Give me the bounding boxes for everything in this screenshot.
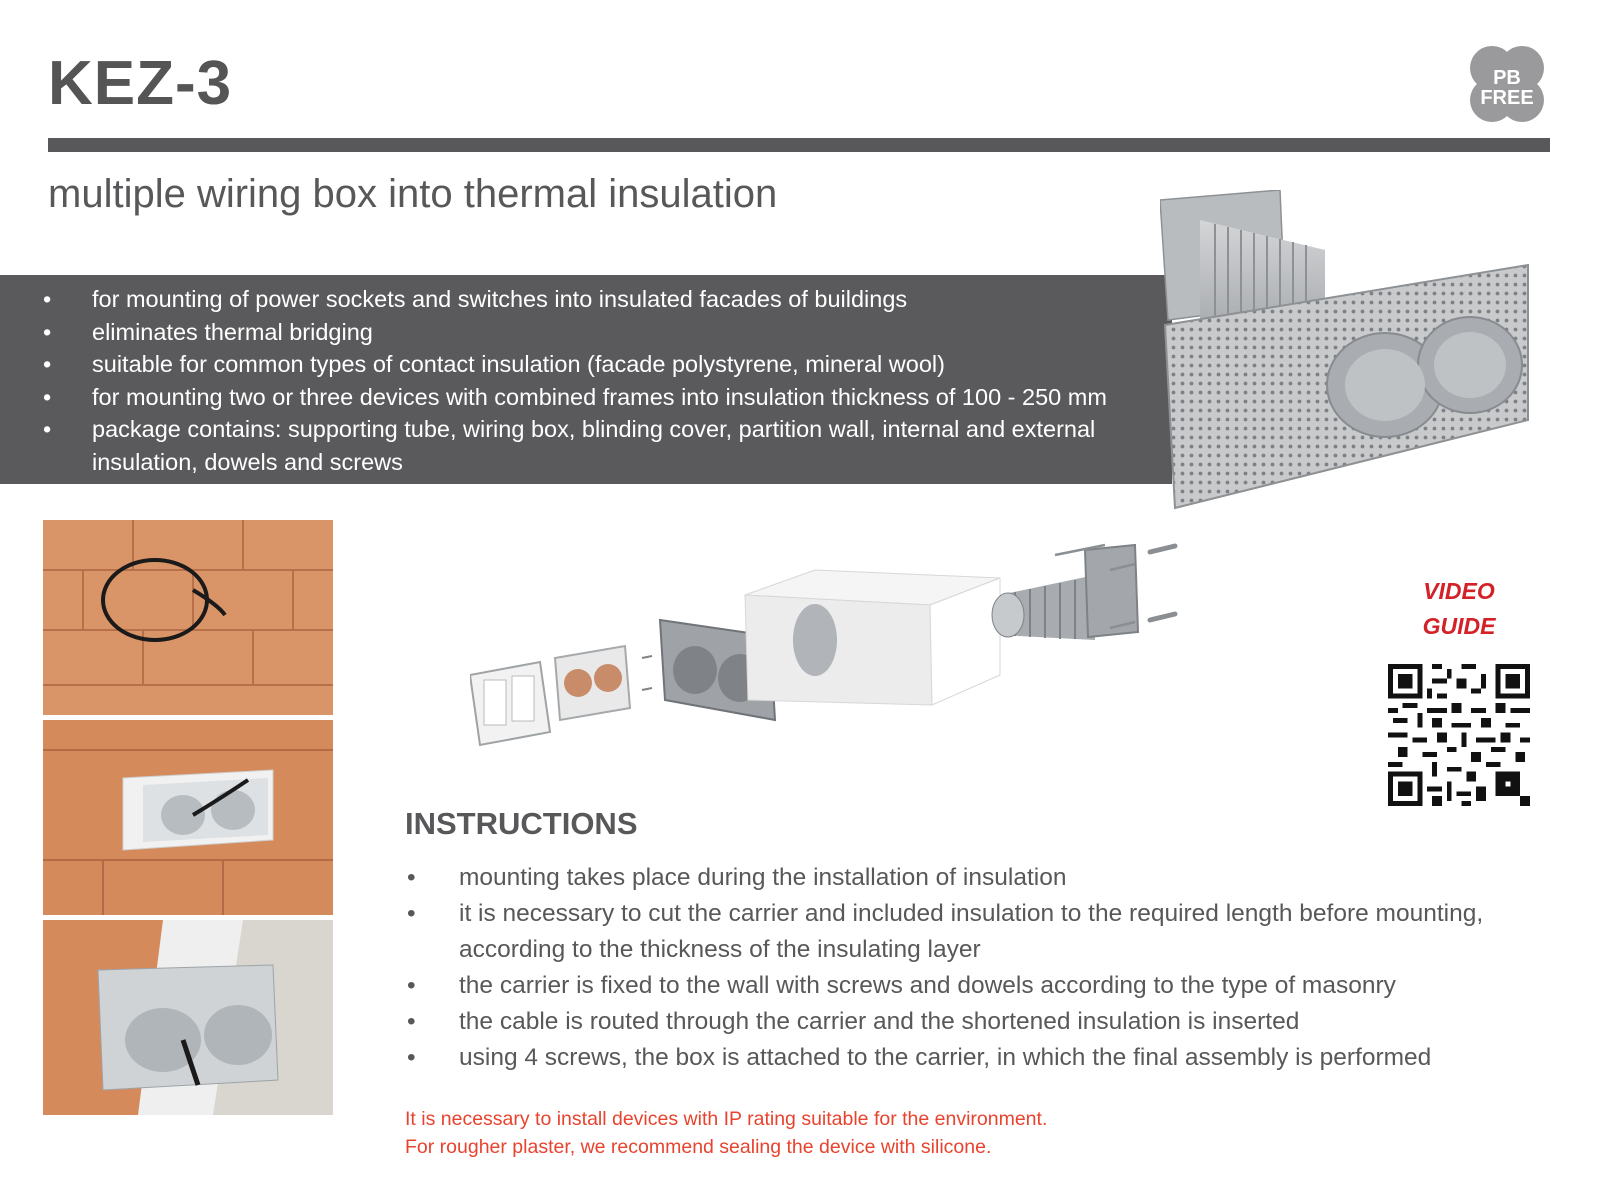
instruction-text: mounting takes place during the installation of insulation: [459, 864, 1067, 891]
feature-band: [0, 275, 1172, 484]
page-title: KEZ-3: [48, 49, 233, 118]
badge-line2: FREE: [1480, 87, 1534, 109]
exploded-assembly-image: [470, 540, 1210, 760]
instruction-item: • using 4 screws, the box is attached to the carrier, in which the final assembly is performed: [407, 1044, 1432, 1071]
feature-item: • eliminates thermal bridging: [43, 318, 373, 345]
page-subtitle: multiple wiring box into thermal insulation: [48, 172, 778, 216]
video-guide-label: [1388, 574, 1530, 644]
instructions-list: [405, 860, 1565, 1076]
feature-list: [0, 275, 1172, 479]
photo-box-insulated: [43, 920, 333, 1115]
pb-free-badge: [1466, 44, 1548, 126]
instructions-heading: INSTRUCTIONS: [405, 806, 638, 841]
header-divider: [48, 138, 1550, 152]
badge-line1: PB: [1493, 67, 1521, 89]
feature-text: for mounting two or three devices with combined frames into insulation thickness of 100 - 250 mm: [92, 383, 1107, 410]
feature-item: • for mounting two or three devices with combined frames into insulation thickness of 100 - 250 mm: [43, 383, 1107, 410]
note-line1: It is necessary to install devices with IP rating suitable for the environment.: [405, 1108, 1048, 1130]
product-image: [1160, 190, 1570, 520]
feature-text: eliminates thermal bridging: [92, 318, 373, 345]
note-line2: For rougher plaster, we recommend sealing the device with silicone.: [405, 1136, 992, 1158]
warning-note: [405, 1105, 1047, 1161]
video-line2: GUIDE: [1422, 613, 1496, 639]
qr-code-icon[interactable]: [1388, 664, 1530, 806]
video-line1: VIDEO: [1423, 578, 1495, 604]
instruction-text: the carrier is fixed to the wall with screws and dowels according to the type of masonry: [459, 972, 1396, 999]
feature-item: • suitable for common types of contact insulation (facade polystyrene, mineral wool): [43, 351, 945, 378]
instruction-item: • the carrier is fixed to the wall with screws and dowels according to the type of masonry: [407, 972, 1396, 999]
instruction-item: • the cable is routed through the carrier and the shortened insulation is inserted: [407, 1008, 1300, 1035]
instruction-text: the cable is routed through the carrier and the shortened insulation is inserted: [459, 1008, 1300, 1035]
feature-item: • for mounting of power sockets and switches into insulated facades of buildings: [43, 286, 908, 312]
photo-wall-cable: [43, 520, 333, 715]
photo-box-mounted: [43, 720, 333, 915]
instruction-item: • mounting takes place during the installation of insulation: [407, 864, 1067, 891]
feature-item: • package contains: supporting tube, wiring box, blinding cover, partition wall, internal and external insulation, dowels and screws: [43, 416, 1096, 475]
instruction-text: it is necessary to cut the carrier and included insulation to the required length before mounting, according to the thickness of the insulating layer: [459, 900, 1484, 963]
feature-text: for mounting of power sockets and switches into insulated facades of buildings: [92, 286, 908, 312]
instruction-text: using 4 screws, the box is attached to the carrier, in which the final assembly is performed: [459, 1044, 1432, 1071]
feature-text: package contains: supporting tube, wiring box, blinding cover, partition wall, internal and external insulation, dowels and screws: [92, 416, 1096, 475]
feature-text: suitable for common types of contact insulation (facade polystyrene, mineral wool): [92, 351, 945, 378]
instruction-item: • it is necessary to cut the carrier and included insulation to the required length before mounting, according to the thickness of the insulating layer: [407, 900, 1484, 963]
